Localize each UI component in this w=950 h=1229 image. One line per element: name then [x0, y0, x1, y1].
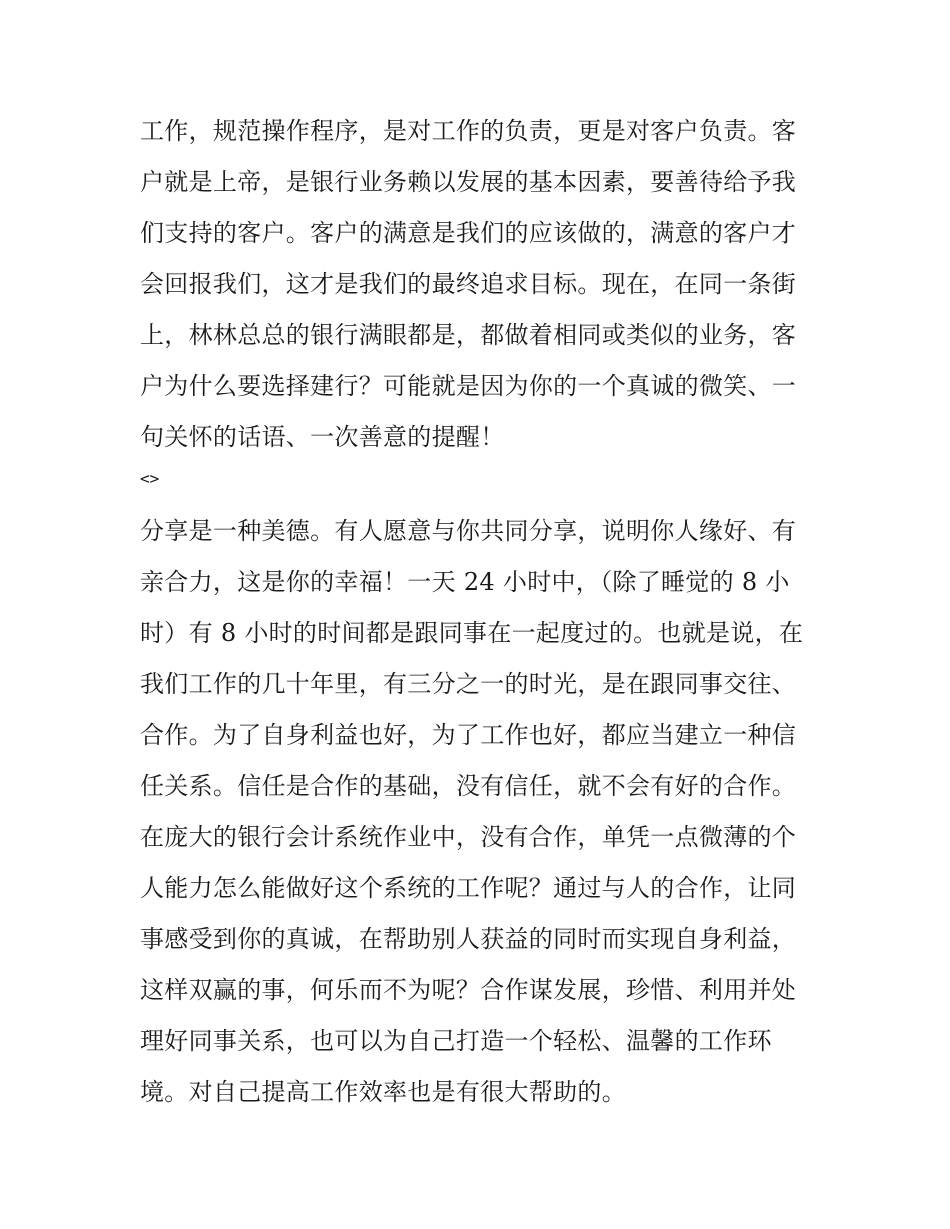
- paragraph-line: 工作，规范操作程序，是对工作的负责，更是对客户负责。客: [140, 117, 797, 145]
- paragraph-line: 时）有 8 小时的时间都是跟同事在一起度过的。也就是说，在: [140, 619, 804, 647]
- paragraph-1: [140, 106, 820, 463]
- paragraph-line: 在庞大的银行会计系统作业中，没有合作，单凭一点微薄的个: [140, 823, 797, 851]
- paragraph-line: 上，林林总总的银行满眼都是，都做着相同或类似的业务，客: [140, 321, 797, 349]
- paragraph-line: 们支持的客户。客户的满意是我们的应该做的，满意的客户才: [140, 219, 797, 247]
- paragraph-line: 任关系。信任是合作的基础，没有信任，就不会有好的合作。: [140, 772, 797, 800]
- paragraph-line: 分享是一种美德。有人愿意与你共同分享，说明你人缘好、有: [140, 517, 797, 545]
- paragraph-line: 这样双赢的事，何乐而不为呢？合作谋发展，珍惜、利用并处: [140, 976, 797, 1004]
- paragraph-line: 我们工作的几十年里，有三分之一的时光，是在跟同事交往、: [140, 670, 797, 698]
- section-separator: <>: [140, 469, 160, 488]
- paragraph-line: 会回报我们，这才是我们的最终追求目标。现在，在同一条街: [140, 270, 797, 298]
- paragraph-line: 事感受到你的真诚，在帮助别人获益的同时而实现自身利益，: [140, 925, 797, 953]
- paragraph-line: 人能力怎么能做好这个系统的工作呢？通过与人的合作，让同: [140, 874, 797, 902]
- paragraph-line: 句关怀的话语、一次善意的提醒！: [140, 423, 505, 451]
- paragraph-line: 户为什么要选择建行？可能就是因为你的一个真诚的微笑、一: [140, 372, 797, 400]
- paragraph-line: 亲合力，这是你的幸福！一天 24 小时中，（除了睡觉的 8 小: [140, 568, 790, 596]
- paragraph-line: 理好同事关系，也可以为自己打造一个轻松、温馨的工作环: [140, 1027, 772, 1055]
- paragraph-line: 境。对自己提高工作效率也是有很大帮助的。: [140, 1078, 626, 1106]
- paragraph-line: 户就是上帝，是银行业务赖以发展的基本因素，要善待给予我: [140, 168, 797, 196]
- paragraph-2: [140, 506, 820, 1118]
- paragraph-line: 合作。为了自身利益也好，为了工作也好，都应当建立一种信: [140, 721, 797, 749]
